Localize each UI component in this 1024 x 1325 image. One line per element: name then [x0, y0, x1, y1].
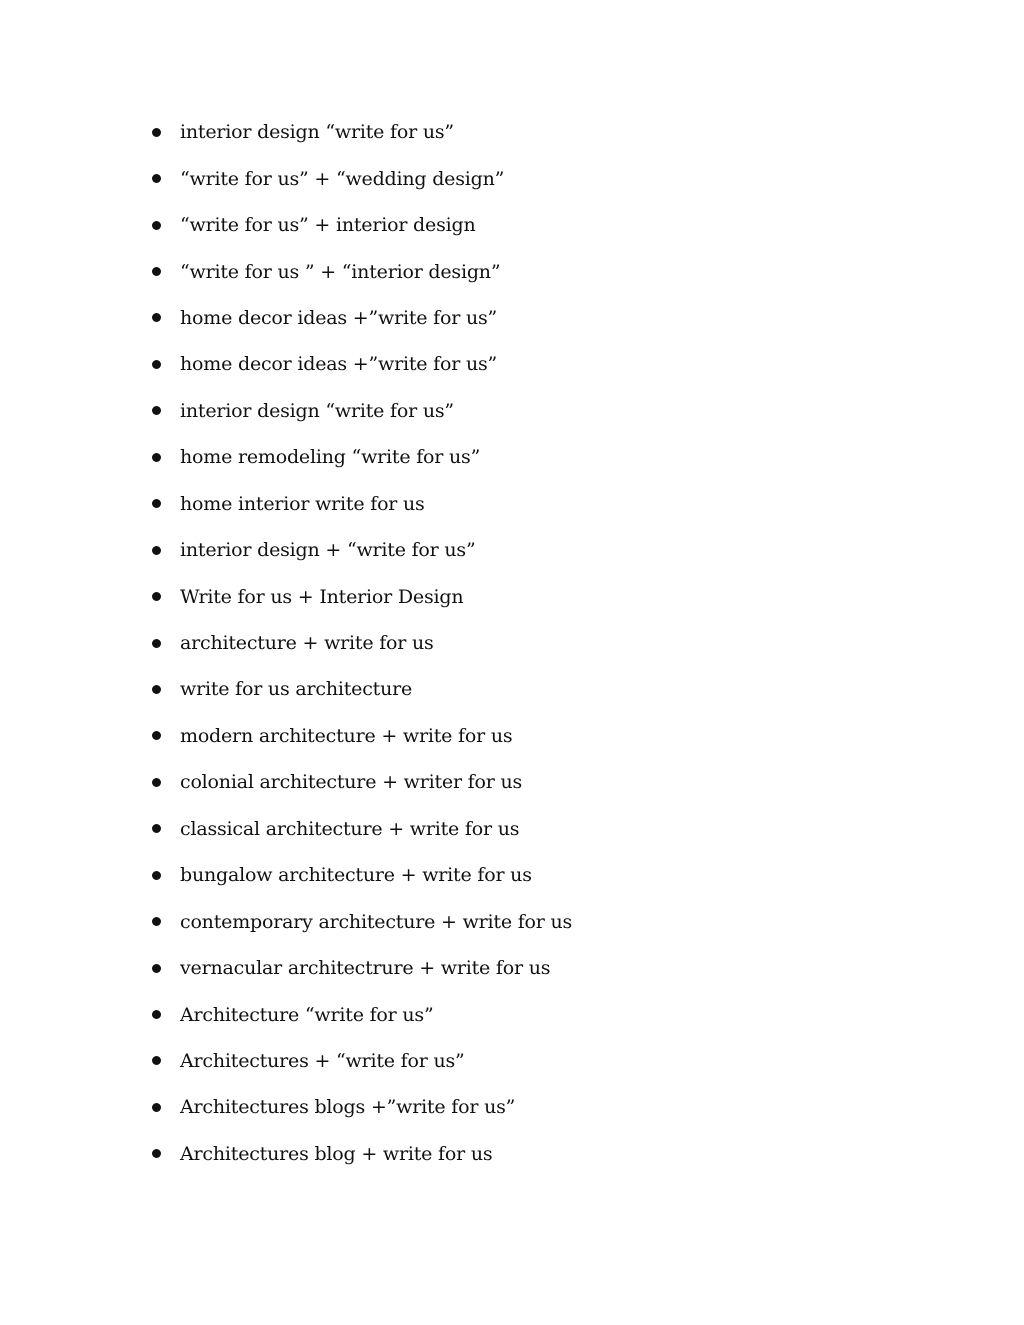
list-item: [148, 573, 968, 619]
bullet-icon: [152, 128, 161, 137]
bullet-icon: [152, 360, 161, 369]
list-item-text: Architectures blog + write for us: [180, 1142, 493, 1165]
bullet-icon: [152, 1010, 161, 1019]
bullet-icon: [152, 1103, 161, 1112]
list-item-text: “write for us” + interior design: [180, 214, 476, 237]
list-item-text: Architectures blogs +”write for us”: [180, 1096, 516, 1119]
list-item-text: Architectures + “write for us”: [180, 1049, 465, 1072]
bullet-icon: [152, 1149, 161, 1158]
list-item-text: vernacular architectrure + write for us: [180, 957, 551, 980]
list-item-text: interior design + “write for us”: [180, 539, 476, 562]
list-item: [148, 713, 968, 759]
bullet-icon: [152, 499, 161, 508]
list-item: [148, 852, 968, 898]
bullet-icon: [152, 824, 161, 833]
bullet-icon: [152, 174, 161, 183]
list-item: [148, 434, 968, 480]
list-item-text: Write for us + Interior Design: [180, 585, 464, 608]
list-item-text: classical architecture + write for us: [180, 817, 520, 840]
keyword-bullet-list: [148, 109, 968, 1177]
list-item-text: write for us architecture: [180, 678, 413, 701]
list-item: [148, 945, 968, 991]
list-item: [148, 620, 968, 666]
list-item: [148, 666, 968, 712]
list-item: [148, 759, 968, 805]
bullet-icon: [152, 917, 161, 926]
list-item: [148, 481, 968, 527]
bullet-icon: [152, 639, 161, 648]
list-item-text: architecture + write for us: [180, 632, 434, 655]
list-item: [148, 898, 968, 944]
list-item-text: modern architecture + write for us: [180, 724, 513, 747]
list-item: [148, 202, 968, 248]
bullet-icon: [152, 964, 161, 973]
list-item-text: interior design “write for us”: [180, 121, 454, 144]
bullet-icon: [152, 731, 161, 740]
bullet-icon: [152, 221, 161, 230]
list-item-text: home remodeling “write for us”: [180, 446, 481, 469]
bullet-icon: [152, 592, 161, 601]
list-item-text: bungalow architecture + write for us: [180, 864, 532, 887]
bullet-icon: [152, 406, 161, 415]
bullet-icon: [152, 1056, 161, 1065]
bullet-icon: [152, 267, 161, 276]
list-item-text: home interior write for us: [180, 492, 425, 515]
list-item: [148, 295, 968, 341]
bullet-icon: [152, 453, 161, 462]
list-item-text: home decor ideas +”write for us”: [180, 306, 498, 329]
bullet-icon: [152, 313, 161, 322]
bullet-icon: [152, 685, 161, 694]
list-item: [148, 806, 968, 852]
list-item: [148, 1038, 968, 1084]
list-item-text: interior design “write for us”: [180, 399, 454, 422]
list-item: [148, 341, 968, 387]
bullet-icon: [152, 778, 161, 787]
list-item: [148, 248, 968, 294]
list-item-text: Architecture “write for us”: [180, 1003, 434, 1026]
list-item: [148, 155, 968, 201]
list-item: [148, 1084, 968, 1130]
bullet-icon: [152, 546, 161, 555]
list-item-text: contemporary architecture + write for us: [180, 910, 573, 933]
bullet-icon: [152, 871, 161, 880]
list-item: [148, 527, 968, 573]
list-item: [148, 1131, 968, 1177]
list-item-text: colonial architecture + writer for us: [180, 771, 523, 794]
list-item: [148, 991, 968, 1037]
list-item-text: “write for us” + “wedding design”: [180, 167, 505, 190]
list-item: [148, 388, 968, 434]
list-item-text: home decor ideas +”write for us”: [180, 353, 498, 376]
list-item: [148, 109, 968, 155]
list-item-text: “write for us ” + “interior design”: [180, 260, 501, 283]
